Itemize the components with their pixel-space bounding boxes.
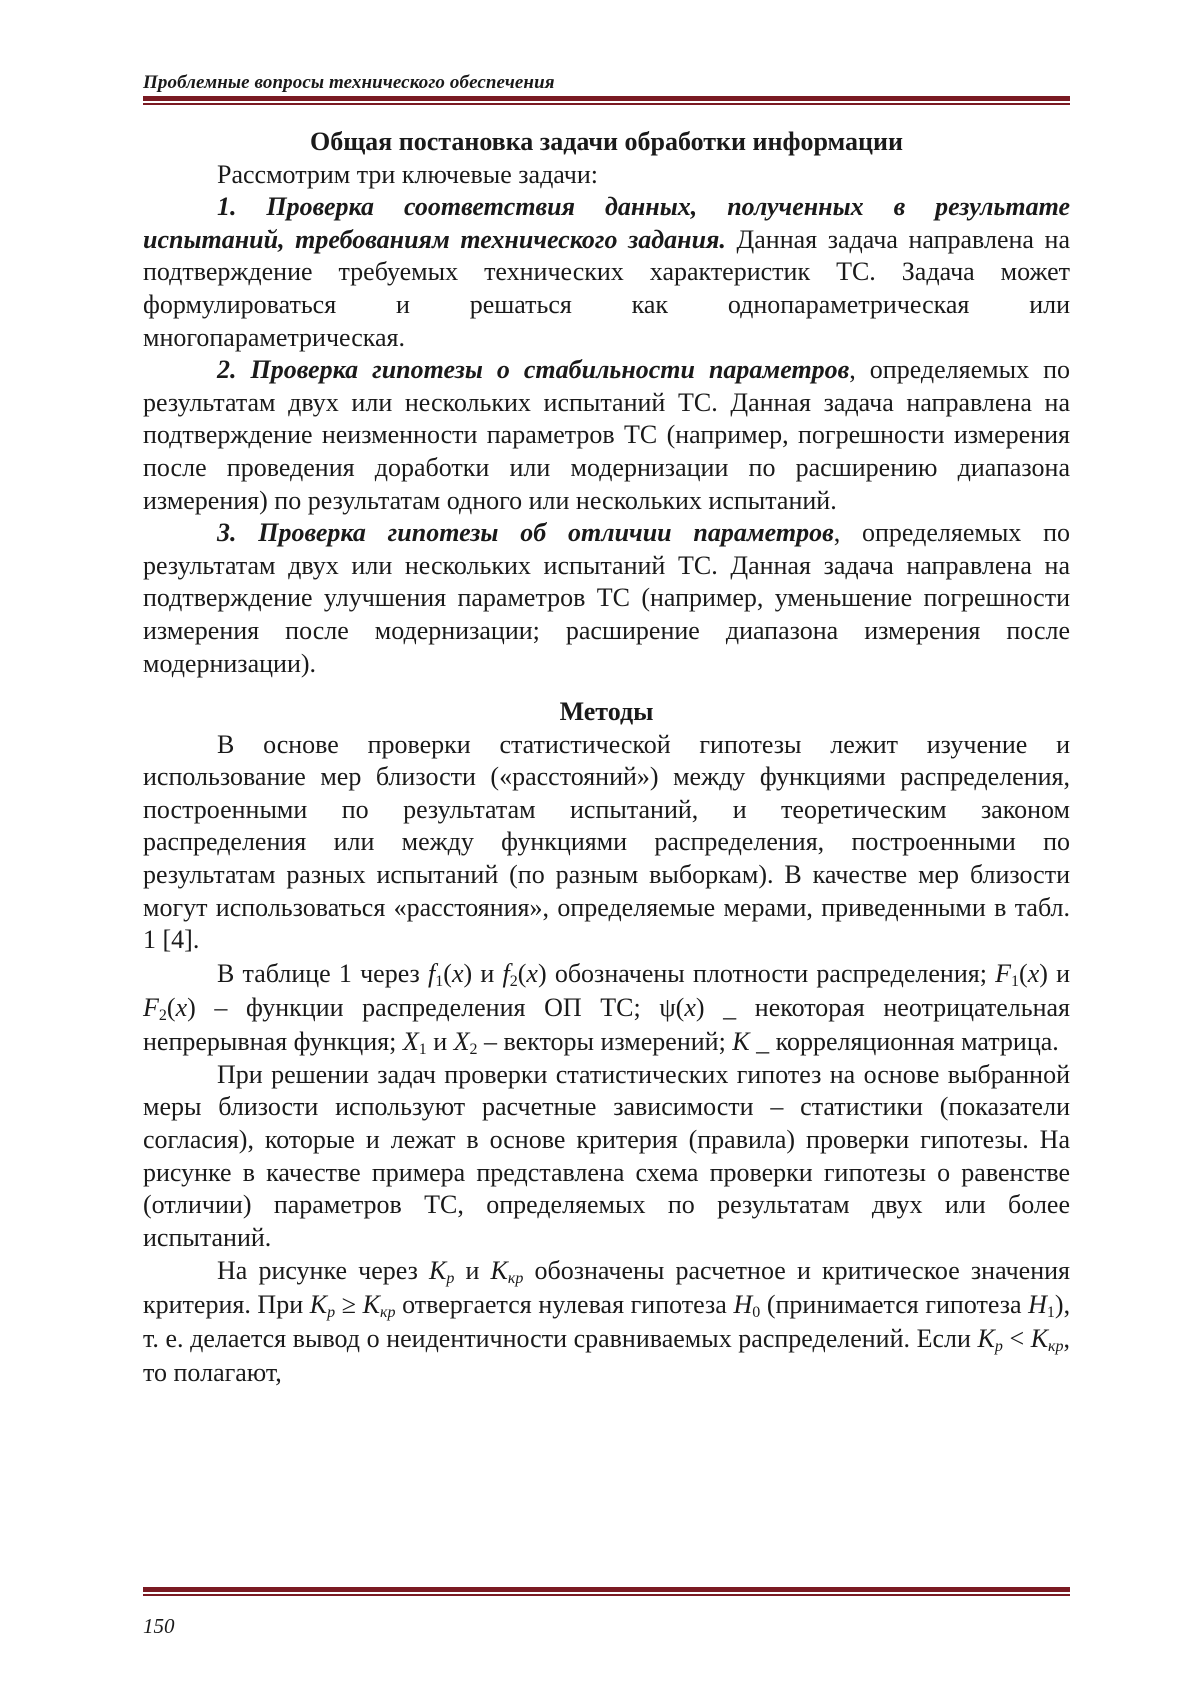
section-title-task: Общая постановка задачи обработки информации — [309, 127, 903, 156]
formula-psi-x: ψ(x) — [659, 992, 705, 1022]
formula-Kkr: $K_{кр}$ — [490, 1256, 524, 1288]
task-item-3-heading: 3. Проверка гипотезы об отличии параметров — [217, 518, 834, 548]
intro-paragraph: Рассмотрим три ключевые задачи: — [217, 159, 599, 189]
methods-paragraph-3: При решении задач проверки статистических гипотез на основе выбранной меры близости используют расчетные зависимости – статистики (показатели согласия), которые и лежат в основе критерия (правила) проверки гипотезы. На рисунке в качестве примера представлена схема проверки гипотезы о равенстве (отличии) параметров ТС, определяемых по результатам двух или более испытаний. — [143, 1059, 1070, 1252]
formula-f1x: $f_1(x)$ — [428, 958, 473, 990]
formula-F1x: $F_1(x)$ — [995, 958, 1048, 990]
formula-K: K — [732, 1026, 750, 1056]
formula-Kp-lt-Kkr: $K_р < K_{кр}$ — [977, 1324, 1064, 1356]
formula-F2x: $F_2(x)$ — [143, 992, 196, 1024]
formula-X1: $X_1$ — [402, 1026, 427, 1058]
footer-rule-thin — [143, 1594, 1070, 1596]
formula-H1: $H_1$ — [1028, 1290, 1055, 1322]
task-item-1-text: Данная задача направлена на подтверждение требуемых технических характеристик ТС. Задача может формулироваться и решаться как однопараметрическая или многопараметрическая. — [143, 224, 1070, 352]
page-body — [143, 126, 1070, 1390]
task-item-3 — [143, 517, 1070, 680]
section-title-methods: Методы — [559, 697, 654, 727]
task-item-2 — [143, 354, 1070, 517]
methods-paragraph-4: На рисунке через $K_р$ и $K_{кр}$ обозначены расчетное и критическое значения критерия. При $K_р \ge K_{кр}$ отвергается нулевая гипотеза $H_0$ (принимается гипотеза $H_1$), т. е. делается вывод о неидентичности сравниваемых распределений. Если $K_р < K_{кр}$, то полагают, — [143, 1256, 1071, 1388]
header-rule-thin — [143, 103, 1070, 105]
methods-paragraph-1: В основе проверки статистической гипотезы лежит изучение и использование мер близости («расстояний») между функциями распределения, построенными по результатам испытаний, и теоретическим законом распределения или между функциями распределения, построенными по результатам разных испытаний (по разным выборкам). В качестве мер близости могут использоваться «расстояния», определяемые мерами, приведенными в табл. 1 [4]. — [143, 729, 1070, 955]
methods-paragraph-2: В таблице 1 через $f_1(x)$ и $f_2(x)$ обозначены плотности распределения; $F_1(x)$ и $F_2(x)$ – функции распределения ОП ТС; ψ(x) _ некоторая неотрицательная непрерывная функция; $X_1$ и $X_2$ – векторы измерений; K _ корреляционная матрица. — [143, 958, 1071, 1058]
task-item-2-heading: 2. Проверка гипотезы о стабильности параметров — [217, 355, 850, 385]
task-item-2-text: , определяемых по результатам двух или нескольких испытаний ТС. Данная задача направлена на подтверждение неизменности параметров ТС (например, погрешности измерения после проведения доработки или модернизации по расширению диапазона измерения) по результатам одного или нескольких испытаний. — [143, 355, 1070, 515]
task-item-1-heading: 1. Проверка соответствия данных, полученных в результате испытаний, требованиям технического задания. — [143, 192, 1070, 254]
running-header: Проблемные вопросы технического обеспечения — [143, 72, 555, 93]
task-item-3-text: , определяемых по результатам двух или нескольких испытаний ТС. Данная задача направлена на подтверждение улучшения параметров ТС (например, уменьшение погрешности измерения после модернизации; расширение диапазона измерения после модернизации). — [143, 518, 1070, 678]
task-item-1 — [143, 191, 1070, 354]
footer-rule-thick — [143, 1587, 1070, 1592]
formula-Kp: $K_р$ — [429, 1256, 455, 1288]
formula-Kp-geq-Kkr: $K_р \ge K_{кр}$ — [309, 1290, 396, 1322]
formula-f2x: $f_2(x)$ — [502, 958, 547, 990]
header-rule-thick — [143, 96, 1070, 101]
formula-H0: $H_0$ — [733, 1290, 761, 1322]
formula-X2: $X_2$ — [453, 1026, 478, 1058]
page-number: 150 — [143, 1614, 175, 1638]
